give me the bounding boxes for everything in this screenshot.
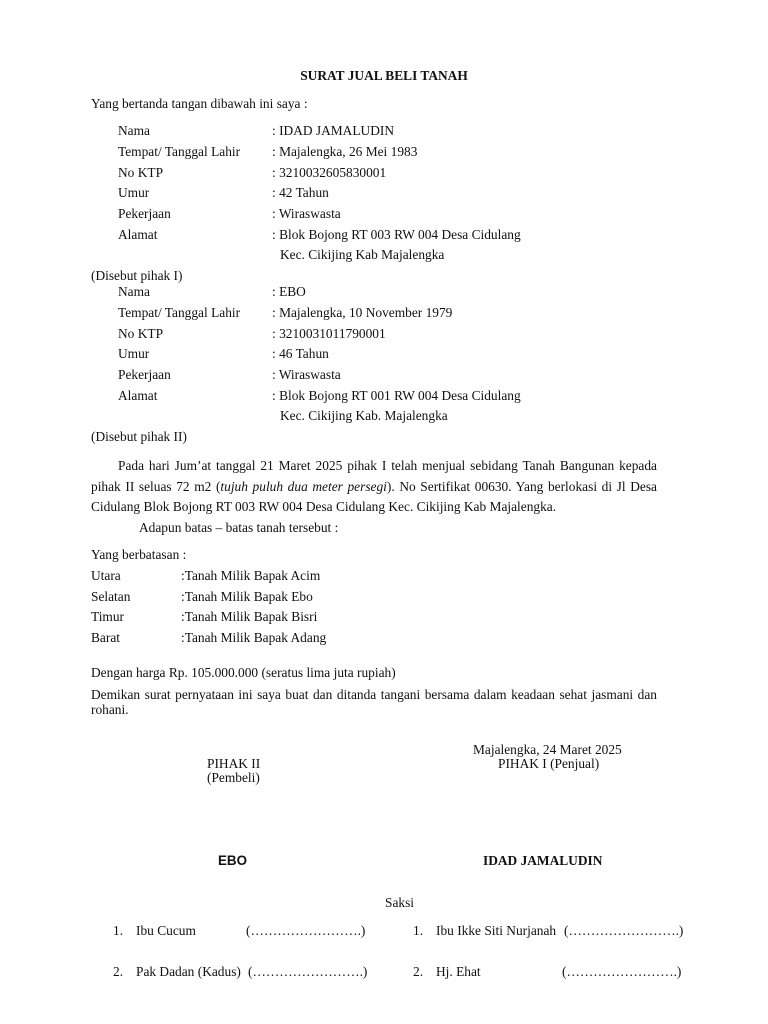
seller-signature-name: IDAD JAMALUDIN bbox=[483, 853, 603, 868]
party2-value-name: : EBO bbox=[272, 284, 306, 299]
buyer-role-note: (Pembeli) bbox=[207, 770, 260, 785]
party1-value-age: : 42 Tahun bbox=[272, 185, 329, 200]
closing-statement: Demikan surat pernyataan ini saya buat dan ditanda tangani bersama dalam keadaan sehat jasmani dan rohani. bbox=[91, 687, 657, 717]
party1-label-address: Alamat bbox=[118, 227, 158, 242]
seller-role: PIHAK I (Penjual) bbox=[498, 756, 600, 771]
party2-value-address: : Blok Bojong RT 001 RW 004 Desa Cidulang bbox=[272, 388, 521, 403]
boundary-value: :Tanah Milik Bapak Acim bbox=[181, 568, 321, 583]
party1-label-age: Umur bbox=[118, 185, 150, 200]
boundary-value: :Tanah Milik Bapak Adang bbox=[181, 630, 327, 645]
boundary-intro: Adapun batas – batas tanah tersebut : bbox=[139, 520, 339, 535]
witness-name: Ibu Ikke Siti Nurjanah bbox=[436, 923, 557, 938]
buyer-signature-name: EBO bbox=[218, 853, 248, 868]
party2-value-age: : 46 Tahun bbox=[272, 346, 329, 361]
witness-signature-blank: (…………………….) bbox=[562, 964, 682, 979]
party1-label-ktp: No KTP bbox=[118, 165, 164, 180]
party2-value-job: : Wiraswasta bbox=[272, 367, 341, 382]
party2-value-ktp: : 3210031011790001 bbox=[272, 326, 386, 341]
document-title: SURAT JUAL BELI TANAH bbox=[300, 68, 468, 83]
party2-address-line2: Kec. Cikijing Kab. Majalengka bbox=[280, 408, 448, 423]
party1-value-address: : Blok Bojong RT 003 RW 004 Desa Cidulang bbox=[272, 227, 521, 242]
party1-label-birth: Tempat/ Tanggal Lahir bbox=[118, 144, 241, 159]
party1-value-ktp: : 3210032605830001 bbox=[272, 165, 387, 180]
witness-number: 2. bbox=[113, 964, 124, 979]
witness-name: Pak Dadan (Kadus) bbox=[136, 964, 241, 979]
boundary-direction: Selatan bbox=[91, 589, 131, 604]
party2-label-birth: Tempat/ Tanggal Lahir bbox=[118, 305, 241, 320]
boundary-value: :Tanah Milik Bapak Ebo bbox=[181, 589, 313, 604]
witness-number: 1. bbox=[113, 923, 124, 938]
witness-signature-blank: (…………………….) bbox=[246, 923, 366, 938]
party2-label-age: Umur bbox=[118, 346, 150, 361]
boundary-direction: Timur bbox=[91, 609, 124, 624]
party1-value-job: : Wiraswasta bbox=[272, 206, 341, 221]
party1-label-name: Nama bbox=[118, 123, 150, 138]
place-date: Majalengka, 24 Maret 2025 bbox=[473, 742, 622, 757]
witness-name: Ibu Cucum bbox=[136, 923, 196, 938]
party2-label-address: Alamat bbox=[118, 388, 158, 403]
party1-value-name: : IDAD JAMALUDIN bbox=[272, 123, 394, 138]
party1-label-job: Pekerjaan bbox=[118, 206, 171, 221]
party1-designation: (Disebut pihak I) bbox=[91, 268, 183, 283]
party2-label-job: Pekerjaan bbox=[118, 367, 171, 382]
witness-name: Hj. Ehat bbox=[436, 964, 481, 979]
party1-value-birth: : Majalengka, 26 Mei 1983 bbox=[272, 144, 418, 159]
party2-value-birth: : Majalengka, 10 November 1979 bbox=[272, 305, 453, 320]
buyer-role: PIHAK II bbox=[207, 756, 261, 771]
witness-number: 1. bbox=[413, 923, 424, 938]
sale-area-words: tujuh puluh dua meter persegi bbox=[220, 478, 387, 494]
witness-number: 2. bbox=[413, 964, 424, 979]
witness-signature-blank: (…………………….) bbox=[564, 923, 684, 938]
party2-label-ktp: No KTP bbox=[118, 326, 164, 341]
boundary-value: :Tanah Milik Bapak Bisri bbox=[181, 609, 318, 624]
witness-heading: Saksi bbox=[385, 895, 415, 910]
sale-paragraph-part2: ). No Sertifikat 00630. Yang berlokasi di Jl Desa Cidulang Blok Bojong RT 003 RW 004 Desa Cidulang Kec. Cikijing Kab Majalengka. bbox=[91, 478, 657, 514]
boundaries-heading: Yang berbatasan : bbox=[91, 547, 187, 562]
party2-designation: (Disebut pihak II) bbox=[91, 429, 187, 444]
sale-paragraph bbox=[91, 456, 657, 518]
price-statement: Dengan harga Rp. 105.000.000 (seratus lima juta rupiah) bbox=[91, 665, 396, 680]
witness-signature-blank: (…………………….) bbox=[248, 964, 368, 979]
party1-address-line2: Kec. Cikijing Kab Majalengka bbox=[280, 247, 445, 262]
party2-label-name: Nama bbox=[118, 284, 150, 299]
intro-text: Yang bertanda tangan dibawah ini saya : bbox=[91, 96, 308, 111]
sale-paragraph-part1: Pada hari Jum’at tanggal 21 Maret 2025 pihak I telah menjual sebidang Tanah Bangunan kepada pihak II seluas 72 m2 ( bbox=[91, 458, 657, 494]
boundary-direction: Barat bbox=[91, 630, 120, 645]
boundary-direction: Utara bbox=[91, 568, 121, 583]
